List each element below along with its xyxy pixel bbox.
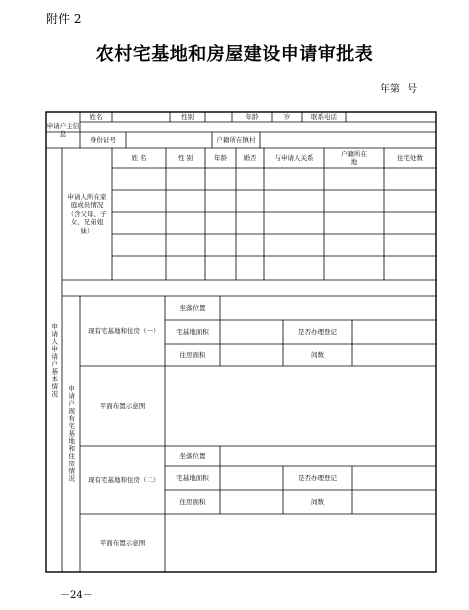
family-members-label: 申请人所在家庭成员情况（含父母、子女、兄弟姐妹） bbox=[67, 192, 107, 235]
house2-plan-label: 平面布置示意图 bbox=[99, 538, 146, 547]
house2-land-area-label: 宅基地面积 bbox=[176, 473, 209, 482]
page-title: 农村宅基地和房屋建设申请审批表 bbox=[95, 44, 374, 65]
family-header-hukou: 户籍所在地 bbox=[341, 149, 367, 166]
id-number-label: 身份证号 bbox=[90, 135, 116, 144]
basic-section-label: 申请人申请户基本情况 bbox=[50, 322, 59, 398]
house1-label: 现有宅基地和住房（一） bbox=[88, 326, 160, 335]
phone-label: 联系电话 bbox=[311, 112, 337, 121]
page-number: －24－ bbox=[60, 590, 93, 601]
house1-registered-label: 是否办理登记 bbox=[298, 327, 337, 336]
age-label: 年龄 bbox=[245, 112, 259, 121]
gender-label: 性别 bbox=[181, 112, 194, 121]
house2-label: 现有宅基地和住房（二） bbox=[88, 475, 160, 484]
applicant-section-label: 申请户主信息 bbox=[46, 121, 80, 138]
age-unit-label: 岁 bbox=[283, 112, 291, 121]
family-header-houses: 住宅处数 bbox=[397, 153, 423, 162]
house2-registered-label: 是否办理登记 bbox=[298, 473, 337, 482]
family-header-age: 年龄 bbox=[214, 153, 227, 162]
house1-land-area-label: 宅基地面积 bbox=[176, 327, 209, 336]
family-header-gender: 性 别 bbox=[177, 153, 194, 162]
house1-floor-area-label: 住房面积 bbox=[179, 350, 206, 359]
existing-housing-section-label: 申请户现有宅基地和住房情况 bbox=[67, 385, 76, 483]
attachment-label: 附件 2 bbox=[46, 12, 82, 26]
house1-location-label: 坐落位置 bbox=[179, 303, 206, 312]
house2-floor-area-label: 住房面积 bbox=[179, 497, 206, 506]
house1-rooms-label: 间数 bbox=[311, 350, 324, 359]
house2-rooms-label: 间数 bbox=[311, 497, 324, 506]
family-header-name: 姓 名 bbox=[131, 153, 147, 162]
year-number-label: 年第 号 bbox=[380, 84, 418, 95]
house2-location-label: 坐落位置 bbox=[179, 451, 206, 460]
family-header-married: 婚否 bbox=[243, 153, 257, 162]
house1-plan-label: 平面布置示意图 bbox=[99, 401, 146, 410]
hukou-label: 户籍所在镇村 bbox=[216, 135, 256, 144]
name-label: 姓名 bbox=[89, 112, 103, 121]
family-header-relation: 与申请人关系 bbox=[274, 153, 314, 162]
